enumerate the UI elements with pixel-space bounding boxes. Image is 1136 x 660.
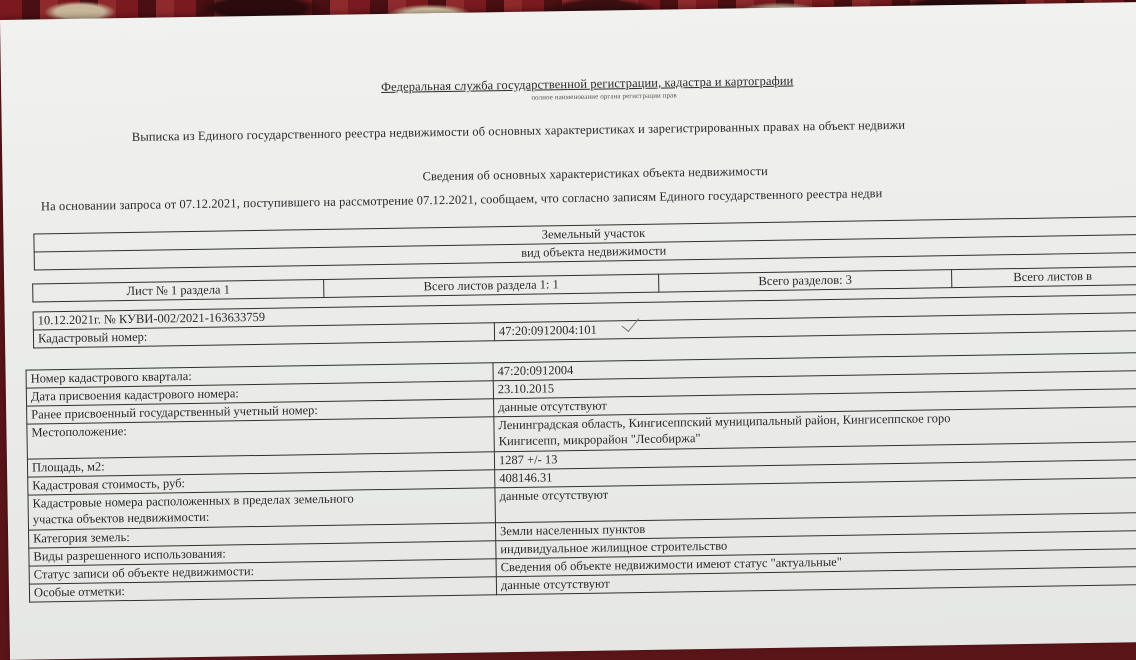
row-label: Дата присвоения кадастрового номера: [26, 381, 493, 406]
row-label: Статус записи об объекте недвижимости: [29, 559, 496, 584]
row-value: 1287 +/- 13 [494, 441, 1136, 469]
sheet-number: Лист № 1 раздела 1 [33, 279, 324, 302]
agency-name: Федеральная служба государственной регистрации, кадастра и картографии [380, 73, 794, 95]
row-label: Виды разрешенного использования: [29, 541, 496, 566]
cadastral-number-label: Кадастровый номер: [33, 323, 494, 348]
row-value: 23.10.2015 [493, 370, 1136, 398]
object-type-table [33, 216, 1136, 271]
row-value: 408146.31 [495, 459, 1136, 487]
request-number: 10.12.2021г. № КУВИ-002/2021-163633759 [33, 294, 1136, 330]
row-label: Номер кадастрового квартала: [26, 363, 493, 388]
row-value: Земли населенных пунктов [495, 512, 1136, 540]
total-sheets: Всего листов в [952, 266, 1136, 287]
object-type: Земельный участок [34, 216, 1136, 252]
row-value: Сведения об объекте недвижимости имеют статус "актуальные" [496, 548, 1136, 576]
total-sheets-section: Всего листов раздела 1: 1 [324, 274, 659, 297]
total-sections: Всего разделов: 3 [659, 270, 952, 293]
row-value: данные отсутствуют [495, 477, 1136, 522]
characteristics-table [25, 352, 1136, 603]
cadastral-number-value: 47:20:0912004:101 [494, 312, 1136, 340]
row-label: Особые отметки: [29, 577, 496, 602]
row-value: индивидуальное жилищное строительство [496, 530, 1136, 558]
row-value: данные отсутствуют [494, 388, 1136, 416]
row-label: Категория земель: [29, 523, 496, 548]
row-value: 47:20:0912004 [493, 352, 1136, 380]
extract-title: Выписка из Единого государственного реестра недвижимости об основных характеристиках и зарегистрированных правах на объект недвижи [131, 117, 906, 144]
document-sheet [0, 2, 1136, 660]
section-title: Сведения об основных характеристиках объекта недвижимости [422, 163, 768, 184]
request-table [33, 294, 1136, 349]
agency-caption: полное наименование органа регистрации прав [531, 91, 677, 102]
request-basis: На основании запроса от 07.12.2021, поступившего на рассмотрение 07.12.2021, сообщаем, что согласно записям Единого государственного реестра недви [40, 186, 883, 214]
row-label: Ранее присвоенный государственный учетный номер: [27, 399, 494, 424]
objects-label-line-1: Кадастровые номера расположенных в пределах земельного [32, 491, 354, 511]
row-label: Кадастровая стоимость, руб: [28, 470, 495, 495]
objects-label-line-2: участка объектов недвижимости: [32, 509, 210, 527]
row-label: Местоположение: [27, 417, 494, 459]
location-line-1: Ленинградская область, Кингисеппский муниципальный район, Кингисеппское горо [498, 411, 951, 433]
object-type-caption: вид объекта недвижимости [34, 234, 1136, 270]
row-value: данные отсутствуют [496, 566, 1136, 594]
row-label: Площадь, м2: [27, 452, 494, 477]
location-line-2: Кингисепп, микрорайон "Лесобиржа" [498, 431, 701, 449]
